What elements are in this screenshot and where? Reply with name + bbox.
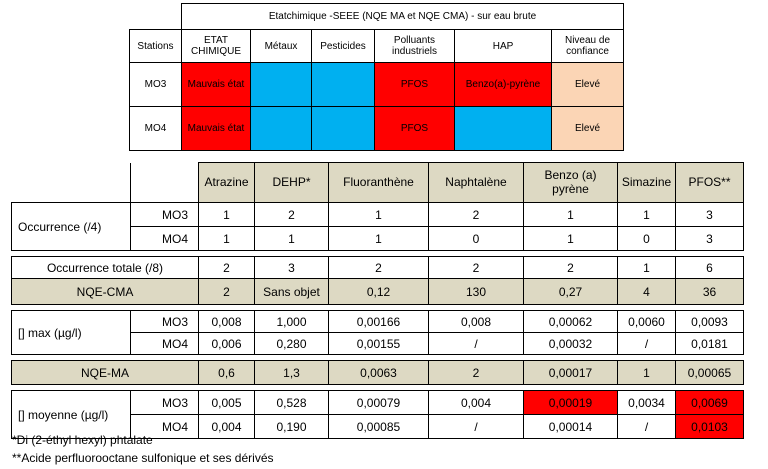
- footnote-pfos: **Acide perfluorooctane sulfonique et ses dérivés: [12, 451, 274, 465]
- value-cell: 0,00155: [329, 333, 429, 355]
- header-simazine: Simazine: [618, 163, 676, 203]
- value-cell: 0,00017: [524, 361, 618, 385]
- value-cell: 0,005: [199, 391, 255, 415]
- value-cell: 1: [329, 203, 429, 227]
- value-cell: 2: [255, 203, 329, 227]
- value-cell: 6: [676, 257, 744, 279]
- confiance-cell: Elevé: [552, 107, 624, 151]
- value-cell: 1: [255, 227, 329, 251]
- value-cell: 0,280: [255, 333, 329, 355]
- value-cell: 2: [199, 257, 255, 279]
- header-stations: Stations: [130, 30, 182, 63]
- value-cell: 0,00079: [329, 391, 429, 415]
- value-cell: 0,190: [255, 415, 329, 439]
- value-cell: 0,0034: [618, 391, 676, 415]
- footnotes: [12, 431, 274, 467]
- hap-cell: [455, 107, 552, 151]
- max-label: [] max (µg/l): [12, 311, 131, 355]
- value-cell: 2: [199, 279, 255, 305]
- value-cell: 2: [429, 257, 524, 279]
- pesticides-cell: [312, 63, 375, 107]
- etat-cell: Mauvais état: [182, 107, 251, 151]
- concentration-table: [11, 162, 744, 439]
- header-niveau: [552, 30, 624, 63]
- value-cell: 0,0093: [676, 311, 744, 333]
- occurrence-label: Occurrence (/4): [12, 203, 131, 251]
- status-table-title: Etatchimique -SEEE (NQE MA et NQE CMA) - sur eau brute: [182, 4, 624, 30]
- polluants-cell: PFOS: [375, 107, 455, 151]
- value-cell: 1,3: [255, 361, 329, 385]
- station-label: MO3: [131, 203, 199, 227]
- metaux-cell: [251, 63, 312, 107]
- value-cell: /: [429, 415, 524, 439]
- value-cell: 0,0063: [329, 361, 429, 385]
- value-cell: 0,00032: [524, 333, 618, 355]
- corner-cell: [12, 163, 131, 203]
- station-label: MO3: [131, 391, 199, 415]
- value-cell: 0,00085: [329, 415, 429, 439]
- hap-cell: Benzo(a)-pyrène: [455, 63, 552, 107]
- confiance-cell: Elevé: [552, 63, 624, 107]
- station-label: MO3: [131, 311, 199, 333]
- corner-cell: [130, 4, 182, 30]
- value-cell: 0,00166: [329, 311, 429, 333]
- value-cell: 1,000: [255, 311, 329, 333]
- header-fluoranthene: Fluoranthène: [329, 163, 429, 203]
- value-cell: 1: [524, 203, 618, 227]
- header-hap: HAP: [455, 30, 552, 63]
- value-cell: 1: [329, 227, 429, 251]
- header-niveau-line: Niveau de confiance: [564, 35, 611, 57]
- value-cell: 0: [618, 227, 676, 251]
- header-benzo-line: Benzo (a) pyrène: [544, 168, 597, 196]
- value-cell: 0,004: [199, 415, 255, 439]
- header-pfos: PFOS**: [676, 163, 744, 203]
- moyenne-label: [] moyenne (µg/l): [12, 391, 131, 439]
- pesticides-cell: [312, 107, 375, 151]
- value-cell: 1: [618, 203, 676, 227]
- value-cell: 3: [255, 257, 329, 279]
- value-cell: 2: [524, 257, 618, 279]
- value-cell: 130: [429, 279, 524, 305]
- header-polluants: [375, 30, 455, 63]
- station-label: MO4: [131, 415, 199, 439]
- value-cell: 0: [429, 227, 524, 251]
- value-cell: 0,0181: [676, 333, 744, 355]
- value-cell: 0,0060: [618, 311, 676, 333]
- value-cell: 0,006: [199, 333, 255, 355]
- occurrence-totale-label: Occurrence totale (/8): [12, 257, 199, 279]
- etat-cell: Mauvais état: [182, 63, 251, 107]
- header-polluants-line: Polluants industriels: [391, 35, 438, 57]
- station-label: MO4: [130, 107, 182, 151]
- value-cell: /: [618, 333, 676, 355]
- value-cell: 1: [199, 203, 255, 227]
- value-cell: 3: [676, 227, 744, 251]
- value-cell: 1: [199, 227, 255, 251]
- metaux-cell: [251, 107, 312, 151]
- value-cell: 1: [524, 227, 618, 251]
- station-label: MO3: [130, 63, 182, 107]
- station-label: MO4: [131, 227, 199, 251]
- value-cell: 2: [429, 203, 524, 227]
- value-cell: 3: [676, 203, 744, 227]
- footnote-dehp: *Di (2-éthyl hexyl) phtalate: [12, 433, 153, 447]
- chemical-status-table: [129, 3, 624, 151]
- nqe-ma-label: NQE-MA: [12, 361, 199, 385]
- header-naphtalene: Naphtalène: [429, 163, 524, 203]
- value-cell: 2: [329, 257, 429, 279]
- nqe-cma-label: NQE-CMA: [12, 279, 199, 305]
- header-etat-chimique: [182, 30, 251, 63]
- header-pesticides: Pesticides: [312, 30, 375, 63]
- value-cell: 0,6: [199, 361, 255, 385]
- value-cell: 2: [429, 361, 524, 385]
- value-cell: 1: [618, 257, 676, 279]
- value-cell: 0,008: [429, 311, 524, 333]
- value-cell: 0,12: [329, 279, 429, 305]
- header-dehp: DEHP*: [255, 163, 329, 203]
- value-cell: 1: [618, 361, 676, 385]
- exceedance-cell: 0,00019: [524, 391, 618, 415]
- header-metaux: Métaux: [251, 30, 312, 63]
- value-cell: 0,00065: [676, 361, 744, 385]
- value-cell: Sans objet: [255, 279, 329, 305]
- header-benzo-a-pyrene: [524, 163, 618, 203]
- value-cell: 4: [618, 279, 676, 305]
- exceedance-cell: 0,0069: [676, 391, 744, 415]
- value-cell: 0,528: [255, 391, 329, 415]
- value-cell: 36: [676, 279, 744, 305]
- value-cell: 0,00014: [524, 415, 618, 439]
- polluants-cell: PFOS: [375, 63, 455, 107]
- exceedance-cell: 0,0103: [676, 415, 744, 439]
- header-atrazine: Atrazine: [199, 163, 255, 203]
- value-cell: /: [429, 333, 524, 355]
- value-cell: 0,004: [429, 391, 524, 415]
- header-etat-line: ETAT CHIMIQUE: [191, 35, 241, 57]
- value-cell: 0,27: [524, 279, 618, 305]
- station-label: MO4: [131, 333, 199, 355]
- value-cell: /: [618, 415, 676, 439]
- value-cell: 0,00062: [524, 311, 618, 333]
- corner-cell: [131, 163, 199, 203]
- value-cell: 0,008: [199, 311, 255, 333]
